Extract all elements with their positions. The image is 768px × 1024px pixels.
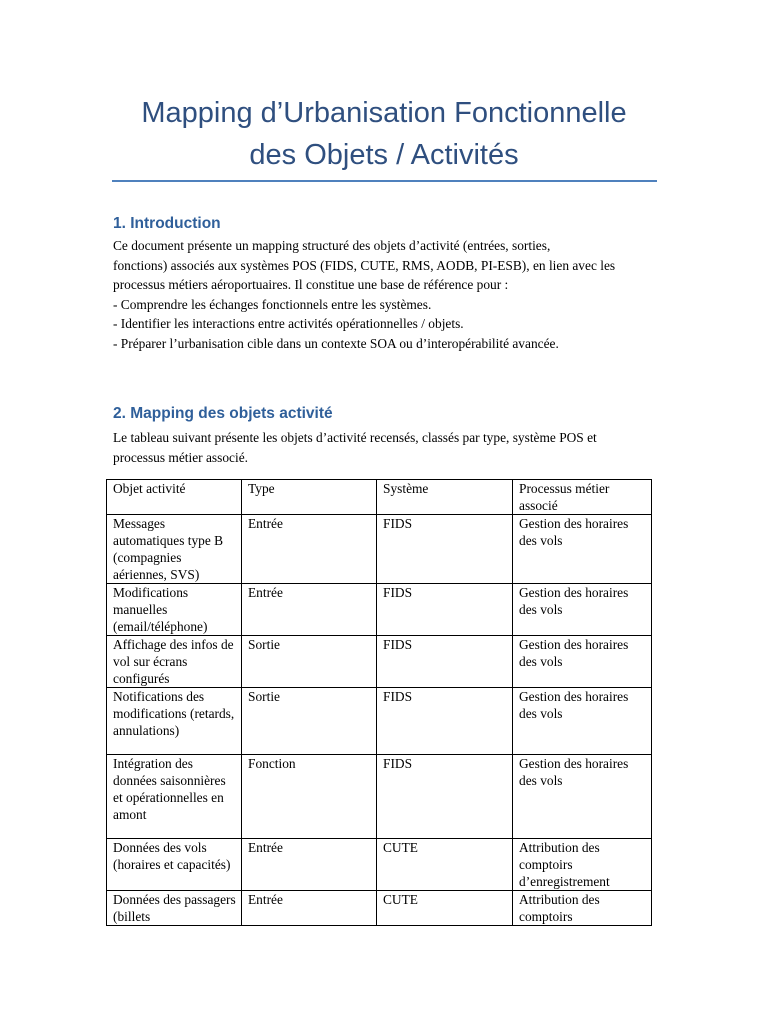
table-header-row <box>107 480 652 515</box>
table-row <box>107 839 652 891</box>
table-cell: Affichage des infos de vol sur écrans configurés <box>107 636 242 688</box>
paragraph-line: processus métiers aéroportuaires. Il constitue une base de référence pour : <box>113 277 509 293</box>
table-cell: FIDS <box>377 688 513 755</box>
mapping-paragraph <box>113 428 658 467</box>
table-cell: Notifications des modifications (retards, annulations) <box>107 688 242 755</box>
paragraph-line: processus métier associé. <box>113 449 248 465</box>
document-title <box>110 92 658 176</box>
header-cell-type: Type <box>242 480 377 515</box>
table-row <box>107 688 652 755</box>
title-divider <box>112 180 657 182</box>
table-row <box>107 515 652 584</box>
table-cell: Sortie <box>242 636 377 688</box>
table-row <box>107 584 652 636</box>
table-cell: Intégration des données saisonnières et opérationnelles en amont <box>107 755 242 839</box>
paragraph-line: fonctions) associés aux systèmes POS (FIDS, CUTE, RMS, AODB, PI-ESB), en lien avec les <box>113 257 616 273</box>
table-cell: Attribution des comptoirs <box>513 891 652 926</box>
table-cell: Entrée <box>242 584 377 636</box>
table-cell: Données des passagers (billets <box>107 891 242 926</box>
table-cell: Modifications manuelles (email/téléphone) <box>107 584 242 636</box>
table-cell: Entrée <box>242 891 377 926</box>
table-row <box>107 636 652 688</box>
header-cell-processus: Processus métier associé <box>513 480 652 515</box>
list-item: - Préparer l’urbanisation cible dans un contexte SOA ou d’interopérabilité avancée. <box>113 335 559 351</box>
title-line-2: des Objets / Activités <box>249 139 519 171</box>
table-cell: Messages automatiques type B (compagnies aériennes, SVS) <box>107 515 242 584</box>
table-cell: FIDS <box>377 755 513 839</box>
mapping-table <box>106 479 652 926</box>
table-cell: FIDS <box>377 584 513 636</box>
table-cell: Fonction <box>242 755 377 839</box>
header-cell-objet: Objet activité <box>107 480 242 515</box>
paragraph-line: Ce document présente un mapping structuré des objets d’activité (entrées, sorties, <box>113 238 551 253</box>
introduction-paragraph <box>113 236 658 354</box>
section-heading-mapping: 2. Mapping des objets activité <box>113 405 333 422</box>
table-cell: Gestion des horaires des vols <box>513 688 652 755</box>
table-cell: Sortie <box>242 688 377 755</box>
header-cell-systeme: Système <box>377 480 513 515</box>
list-item: - Comprendre les échanges fonctionnels entre les systèmes. <box>113 296 432 312</box>
table-cell: Gestion des horaires des vols <box>513 755 652 839</box>
table-cell: Données des vols (horaires et capacités) <box>107 839 242 891</box>
table-row <box>107 755 652 839</box>
table-row <box>107 891 652 926</box>
table-cell: Attribution des comptoirs d’enregistrement <box>513 839 652 891</box>
table-cell: Gestion des horaires des vols <box>513 515 652 584</box>
table-cell: Gestion des horaires des vols <box>513 584 652 636</box>
table-cell: CUTE <box>377 891 513 926</box>
list-item: - Identifier les interactions entre activités opérationnelles / objets. <box>113 316 464 332</box>
table-cell: Entrée <box>242 839 377 891</box>
table-cell: Gestion des horaires des vols <box>513 636 652 688</box>
table-cell: FIDS <box>377 636 513 688</box>
section-heading-introduction: 1. Introduction <box>113 215 221 232</box>
table-cell: FIDS <box>377 515 513 584</box>
table-cell: CUTE <box>377 839 513 891</box>
paragraph-line: Le tableau suivant présente les objets d’activité recensés, classés par type, système POS et <box>113 430 597 445</box>
table-cell: Entrée <box>242 515 377 584</box>
title-line-1: Mapping d’Urbanisation Fonctionnelle <box>141 97 627 129</box>
